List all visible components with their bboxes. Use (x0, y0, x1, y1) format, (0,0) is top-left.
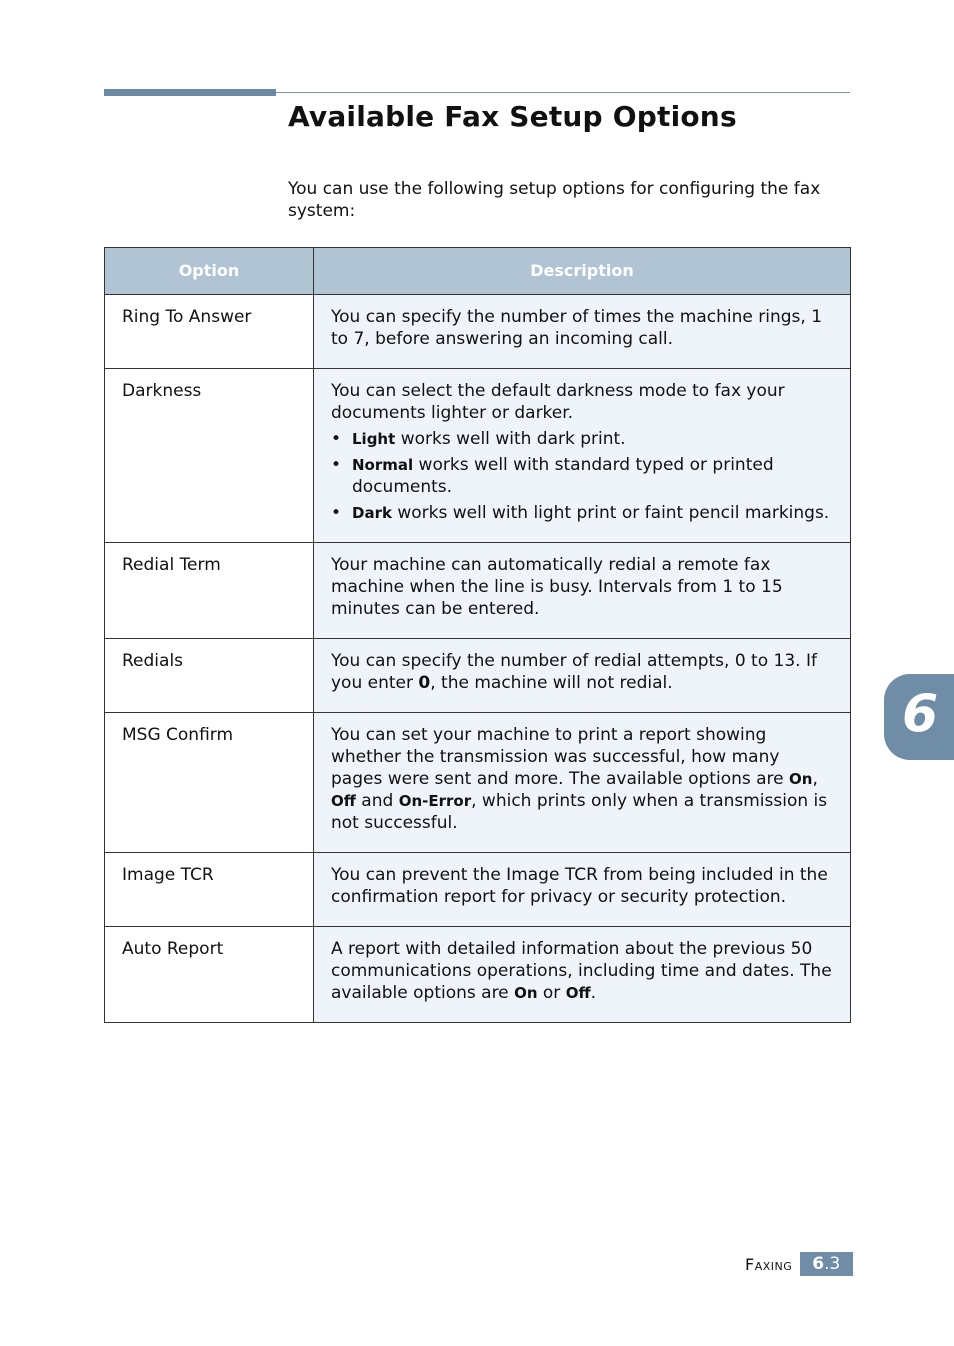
table-row (105, 713, 851, 853)
description-text-part: , which prints only when a transmission is not successful. (331, 791, 828, 833)
option-description (314, 853, 851, 927)
option-name: MSG Confirm (105, 713, 314, 853)
table-row (105, 927, 851, 1023)
description-text-part: You can set your machine to print a report showing whether the transmission was successful, how many pages were sent and more. The available options are (331, 725, 790, 789)
footer-page: 3 (829, 1254, 841, 1274)
keyword: On (789, 770, 813, 788)
column-header-description: Description (314, 248, 851, 295)
keyword: Light (352, 430, 396, 448)
option-description (314, 369, 851, 543)
keyword: Dark (352, 504, 392, 522)
bullet-icon: • (331, 503, 342, 523)
option-description (314, 713, 851, 853)
option-description (314, 639, 851, 713)
option-name: Image TCR (105, 853, 314, 927)
keyword: On (514, 984, 538, 1002)
header-rule-thick (104, 89, 276, 96)
option-name: Auto Report (105, 927, 314, 1023)
option-description (314, 295, 851, 369)
keyword: Normal (352, 456, 414, 474)
darkness-mode-list (331, 428, 836, 524)
keyword: On-Error (398, 792, 472, 810)
footer-chapter-number: 6 (812, 1254, 825, 1274)
list-item (331, 428, 836, 450)
list-item-text: works well with standard typed or printed documents. (352, 455, 774, 497)
footer-section-name: Faxing (745, 1254, 793, 1274)
table-row (105, 853, 851, 927)
table-row (105, 369, 851, 543)
setup-options-table (104, 247, 851, 1023)
option-name: Darkness (105, 369, 314, 543)
list-item (331, 502, 836, 524)
description-text-part: . (590, 983, 597, 1003)
description-text (331, 650, 836, 694)
option-name: Redials (105, 639, 314, 713)
description-text (331, 938, 836, 1004)
description-text-part: , the machine will not redial. (430, 673, 673, 693)
description-text-part: A report with detailed information about the previous 50 communications operations, including time and dates. The available options are (331, 939, 832, 1003)
table-header-row (105, 248, 851, 295)
bullet-icon: • (331, 429, 342, 449)
page-footer (745, 1252, 853, 1276)
description-text-part: or (537, 983, 566, 1003)
description-text: Your machine can automatically redial a remote fax machine when the line is busy. Intervals from 1 to 15 minutes can be entered. (331, 555, 783, 619)
chapter-tab (884, 674, 954, 760)
option-description (314, 927, 851, 1023)
option-name: Redial Term (105, 543, 314, 639)
list-item-text: works well with dark print. (395, 429, 626, 449)
page-title: Available Fax Setup Options (288, 100, 737, 133)
table-row (105, 295, 851, 369)
description-text-part: and (355, 791, 399, 811)
description-text: You can prevent the Image TCR from being included in the confirmation report for privacy or security protection. (331, 865, 828, 907)
keyword: 0 (418, 673, 431, 693)
footer-page-number (800, 1252, 853, 1276)
chapter-tab-number: 6 (902, 684, 939, 744)
intro-paragraph: You can use the following setup options for configuring the fax system: (288, 179, 821, 221)
keyword: Off (331, 792, 356, 810)
header-rule-thin (276, 92, 850, 93)
footer-separator: . (824, 1254, 830, 1274)
description-text-part: You can specify the number of redial attempts, 0 to 13. If you enter (331, 651, 817, 693)
bullet-icon: • (331, 455, 342, 475)
option-description (314, 543, 851, 639)
keyword: Off (565, 984, 591, 1002)
description-text: You can specify the number of times the machine rings, 1 to 7, before answering an incoming call. (331, 307, 823, 349)
list-item (331, 454, 836, 498)
option-name: Ring To Answer (105, 295, 314, 369)
list-item-text: works well with light print or faint pencil markings. (391, 503, 830, 523)
table-row (105, 639, 851, 713)
description-text (331, 724, 836, 834)
column-header-option: Option (105, 248, 314, 295)
table-row (105, 543, 851, 639)
description-text-part: , (812, 769, 818, 789)
description-text: You can select the default darkness mode to fax your documents lighter or darker. (331, 381, 785, 423)
